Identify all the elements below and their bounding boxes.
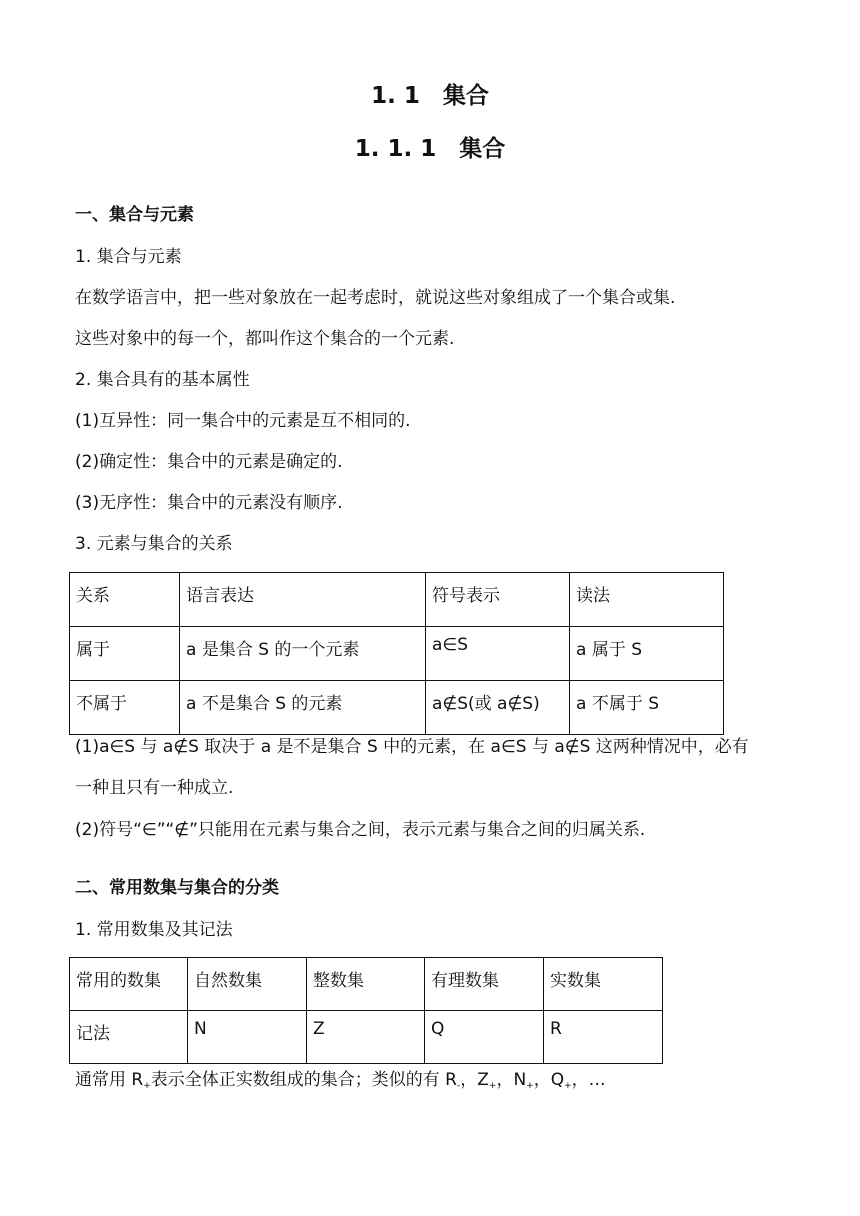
paragraph-definition-set: 在数学语言中，把一些对象放在一起考虑时，就说这些对象组成了一个集合或集. (75, 288, 676, 308)
footer-positive-reals-note (75, 1068, 606, 1098)
set-symbol-n: N (513, 1070, 527, 1090)
relation-table (69, 572, 724, 735)
property-definite: (2)确定性：集合中的元素是确定的. (75, 452, 343, 472)
table-cell: a 不属于 S (570, 681, 724, 735)
table-cell: Z (307, 1011, 425, 1064)
table-cell: a∉S(或 a∉S) (426, 681, 570, 735)
table-header-cell: 实数集 (544, 958, 663, 1011)
note-symbol-usage: (2)符号“∈”“∉”只能用在元素与集合之间，表示元素与集合之间的归属关系. (75, 820, 646, 840)
sub-title: 1. 1. 1 集合 (354, 136, 506, 162)
table-header-cell: 语言表达 (180, 573, 426, 627)
footer-text: 通常用 R (75, 1070, 144, 1090)
set-symbol-z: Z (477, 1070, 489, 1090)
property-distinct: (1)互异性：同一集合中的元素是互不相同的. (75, 411, 411, 431)
table-cell: a∈S (426, 627, 570, 681)
separator: ， (533, 1070, 551, 1090)
paragraph-definition-element: 这些对象中的每一个，都叫作这个集合的一个元素. (75, 329, 455, 349)
table-header-row (70, 573, 724, 627)
table-header-row (70, 958, 663, 1011)
note-either-or-line2: 一种且只有一种成立. (75, 778, 234, 798)
separator: ， (460, 1070, 478, 1090)
note-either-or-line1: (1)a∈S 与 a∉S 取决于 a 是不是集合 S 中的元素，在 a∈S 与 a∉S 这两种情况中，必有 (75, 737, 749, 757)
table-header-cell: 符号表示 (426, 573, 570, 627)
section-heading-sets-elements: 一、集合与元素 (75, 205, 194, 225)
table-header-cell: 常用的数集 (70, 958, 188, 1011)
table-header-cell: 读法 (570, 573, 724, 627)
item-label-properties: 2. 集合具有的基本属性 (75, 370, 250, 390)
table-cell: 属于 (70, 627, 180, 681)
set-symbol-q: Q (550, 1070, 565, 1090)
subscript: + (526, 1081, 534, 1091)
table-row (70, 627, 724, 681)
table-header-cell: 自然数集 (188, 958, 307, 1011)
table-cell: a 不是集合 S 的元素 (180, 681, 426, 735)
subscript: - (456, 1081, 461, 1091)
table-cell: R (544, 1011, 663, 1064)
property-unordered: (3)无序性：集合中的元素没有顺序. (75, 493, 343, 513)
table-cell: a 属于 S (570, 627, 724, 681)
ellipsis: ，… (571, 1070, 606, 1090)
table-header-cell: 有理数集 (425, 958, 544, 1011)
item-label-sets-elements: 1. 集合与元素 (75, 247, 182, 267)
table-header-cell: 整数集 (307, 958, 425, 1011)
subscript: + (488, 1081, 497, 1091)
table-header-cell: 关系 (70, 573, 180, 627)
section-heading-number-sets: 二、常用数集与集合的分类 (75, 878, 279, 898)
table-cell: Q (425, 1011, 544, 1064)
table-row (70, 681, 724, 735)
table-cell: 记法 (70, 1011, 188, 1064)
footer-text: 表示全体正实数组成的集合；类似的有 R (150, 1070, 457, 1090)
table-cell: a 是集合 S 的一个元素 (180, 627, 426, 681)
main-title: 1. 1 集合 (371, 83, 489, 109)
table-cell: 不属于 (70, 681, 180, 735)
item-label-relation: 3. 元素与集合的关系 (75, 534, 233, 554)
subscript: + (143, 1081, 151, 1091)
number-set-table (69, 957, 663, 1064)
table-row (70, 1011, 663, 1064)
table-cell: N (188, 1011, 307, 1064)
separator: ， (496, 1070, 514, 1090)
item-label-number-sets: 1. 常用数集及其记法 (75, 920, 233, 940)
subscript: + (564, 1081, 572, 1091)
